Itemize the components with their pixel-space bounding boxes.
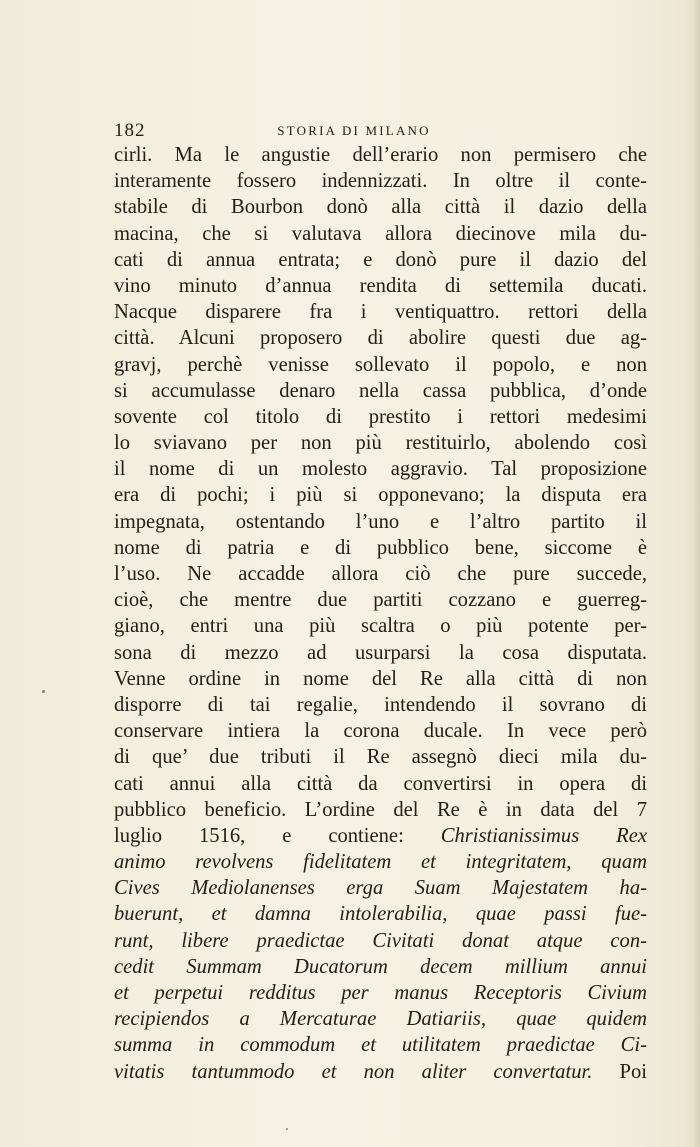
text-line: nome di patria e di pubblico bene, siccome è [114, 536, 647, 559]
italic-text-line: et perpetui redditus per manus Receptoris Civium [114, 982, 647, 1004]
text-line: l’uso. Ne accadde allora ciò che pure succede, [114, 563, 647, 585]
text-line: Venne ordine in nome del Re alla città di non [114, 667, 647, 690]
italic-segment: vitatis tantummodo et non aliter convertatur. [114, 1060, 593, 1083]
text-line: cirli. Ma le angustie dell’erario non permisero che [114, 144, 647, 166]
text-line: sovente col titolo di prestito i rettori medesimi [114, 405, 647, 428]
roman-segment: luglio 1516, e contiene: [114, 824, 441, 847]
roman-segment: Poi [592, 1060, 647, 1083]
italic-segment: Christianissimus Rex [440, 824, 647, 847]
text-line: conservare intiera la corona ducale. In vece però [114, 720, 647, 743]
text-line: di que’ due tributi il Re assegnò dieci mila du- [114, 746, 647, 769]
text-line-final [114, 1059, 647, 1085]
text-line: giano, entri una più scaltra o più potente per- [114, 615, 647, 638]
text-line: si accumulasse denaro nella cassa pubblica, d’onde [114, 379, 647, 402]
text-line: lo sviavano per non più restituirlo, abolendo così [114, 432, 647, 455]
italic-text-line: cedit Summam Ducatorum decem millium annui [114, 955, 647, 978]
text-line: gravj, perchè venisse sollevato il popolo, e non [114, 353, 647, 376]
paper-speck [42, 690, 45, 693]
text-line: vino minuto d’annua rendita di settemila ducati. [114, 274, 647, 297]
page-edge [686, 0, 700, 1147]
text-line: cioè, che mentre due partiti cozzano e guerreg- [114, 589, 647, 612]
text-line: interamente fossero indennizzati. In oltre il conte- [114, 170, 647, 193]
text-line: cati annui alla città da convertirsi in opera di [114, 772, 647, 795]
text-line: il nome di un molesto aggravio. Tal proposizione [114, 458, 647, 481]
text-line: era di pochi; i più si opponevano; la disputa era [114, 484, 647, 507]
text-line: impegnata, ostentando l’uno e l’altro partito il [114, 510, 647, 533]
italic-text-line: summa in commodum et utilitatem praedictae Ci- [114, 1034, 647, 1057]
text-line: sona di mezzo ad usurparsi la cosa disputata. [114, 641, 647, 664]
text-line: macina, che si valutava allora diecinove mila du- [114, 222, 647, 245]
text-line: Nacque disparere fra i ventiquattro. rettori della [114, 301, 647, 324]
text-line-mixed [114, 823, 647, 849]
italic-text-line: buerunt, et damna intolerabilia, quae passi fue- [114, 903, 647, 926]
text-line: disporre di tai regalie, intendendo il sovrano di [114, 693, 647, 716]
text-line: cati di annua entrata; e donò pure il dazio del [114, 248, 647, 271]
page-number: 182 [114, 120, 146, 141]
text-line: pubblico beneficio. L’ordine del Re è in data del 7 [114, 798, 647, 821]
running-title: STORIA DI MILANO [277, 123, 431, 138]
italic-text-line: animo revolvens fidelitatem et integritatem, quam [114, 851, 647, 874]
paper-speck [286, 1128, 288, 1130]
page-header [114, 120, 634, 140]
italic-text-line: recipiendos a Mercaturae Datiariis, quae quidem [114, 1008, 647, 1031]
italic-text-line: runt, libere praedictae Civitati donat atque con- [114, 929, 647, 952]
text-line: città. Alcuni proposero di abolire questi due ag- [114, 327, 647, 350]
body-text [114, 142, 647, 1085]
italic-text-line: Cives Mediolanenses erga Suam Majestatem ha- [114, 877, 647, 900]
text-line: stabile di Bourbon donò alla città il dazio della [114, 196, 647, 219]
